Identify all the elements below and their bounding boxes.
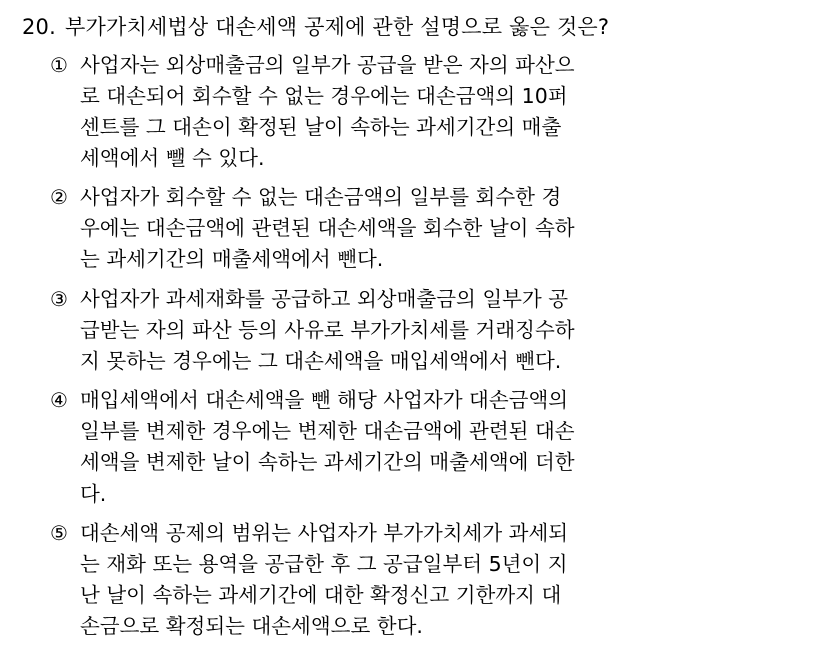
choice-option-4[interactable] [50, 385, 804, 510]
choice-line: 는 재화 또는 용역을 공급한 후 그 공급일부터 5년이 지 [80, 551, 568, 576]
choice-line: 급받는 자의 파산 등의 사유로 부가가치세를 거래징수하 [80, 317, 575, 342]
question-number: 20. [22, 15, 56, 39]
choice-option-2[interactable] [50, 182, 804, 275]
choice-line: 우에는 대손금액에 관련된 대손세액을 회수한 날이 속하 [80, 216, 575, 241]
choice-option-5[interactable] [50, 518, 804, 643]
choice-line: 일부를 변제한 경우에는 변제한 대손금액에 관련된 대손 [80, 419, 575, 444]
choice-line: 사업자는 외상매출금의 일부가 공급을 받은 자의 파산으 [80, 52, 575, 77]
choice-line: 난 날이 속하는 과세기간에 대한 확정신고 기한까지 대 [80, 583, 562, 607]
choice-option-3[interactable] [50, 284, 804, 377]
choice-line: 세액에서 뺄 수 있다. [80, 145, 265, 170]
choice-marker-4: ④ [50, 388, 68, 413]
choice-line: 센트를 그 대손이 확정된 날이 속하는 과세기간의 매출 [80, 114, 562, 139]
choice-marker-2: ② [50, 185, 68, 210]
choice-list [0, 50, 826, 643]
choice-line: 는 과세기간의 매출세액에서 뺀다. [80, 247, 384, 272]
choice-text-2 [80, 182, 804, 275]
choice-marker-1: ① [50, 52, 68, 77]
choice-text-4 [80, 385, 804, 510]
choice-marker-5: ⑤ [50, 520, 68, 545]
choice-line: 매입세액에서 대손세액을 뺀 해당 사업자가 대손금액의 [80, 388, 569, 413]
question-stem [0, 0, 826, 44]
choice-text-5 [80, 518, 804, 643]
choice-line: 세액을 변제한 날이 속하는 과세기간의 매출세액에 더한 [80, 450, 575, 475]
choice-line: 로 대손되어 회수할 수 없는 경우에는 대손금액의 10퍼 [80, 83, 568, 108]
choice-line: 대손세액 공제의 범위는 사업자가 부가가치세가 과세되 [80, 520, 569, 545]
choice-line: 손금으로 확정되는 대손세액으로 한다. [80, 614, 423, 639]
choice-option-1[interactable] [50, 50, 804, 175]
choice-line: 사업자가 과세재화를 공급하고 외상매출금의 일부가 공 [80, 286, 569, 311]
question-text: 부가가치세법상 대손세액 공제에 관한 설명으로 옳은 것은? [65, 15, 610, 39]
choice-line: 지 못하는 경우에는 그 대손세액을 매입세액에서 뺀다. [80, 348, 562, 373]
choice-text-3 [80, 284, 804, 377]
choice-line: 다. [80, 481, 107, 506]
choice-marker-3: ③ [50, 286, 68, 311]
choice-text-1 [80, 50, 804, 175]
choice-line: 사업자가 회수할 수 없는 대손금액의 일부를 회수한 경 [80, 185, 562, 210]
